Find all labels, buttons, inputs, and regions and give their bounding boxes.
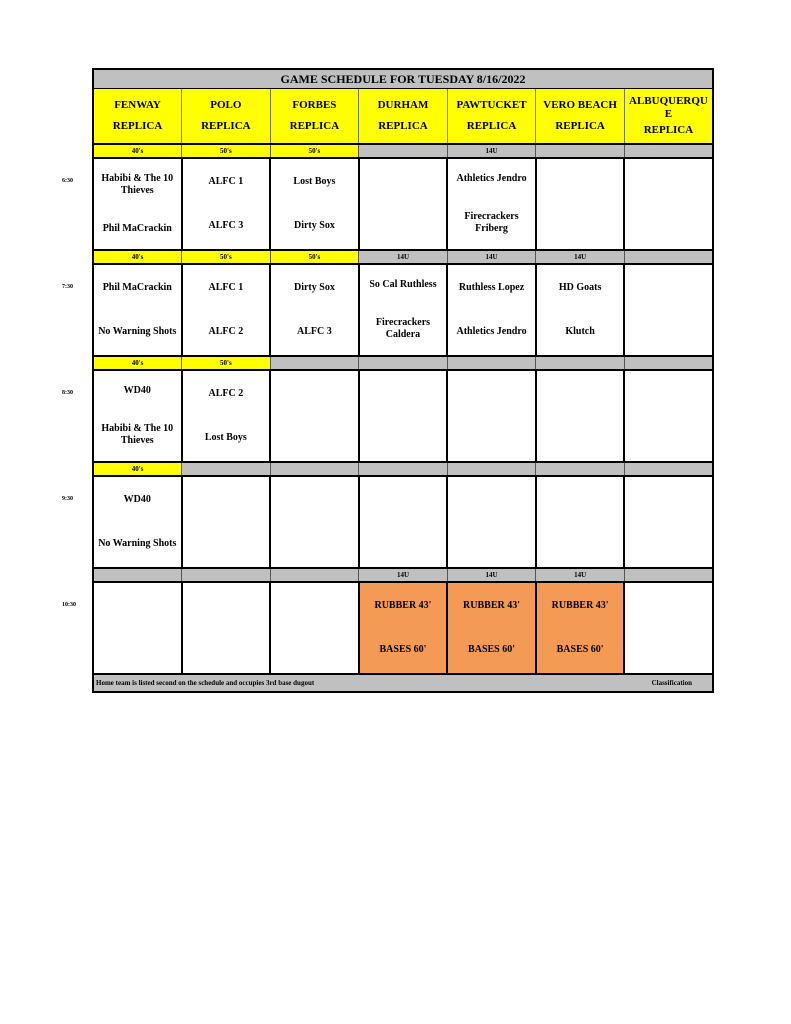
classification-cell bbox=[359, 356, 448, 370]
game-cell bbox=[536, 370, 625, 462]
team-home: ALFC 3 bbox=[208, 220, 244, 231]
team-home: BASES 60' bbox=[556, 644, 604, 655]
team-home: ALFC 2 bbox=[208, 326, 244, 337]
footer-classification-label: Classification bbox=[536, 674, 713, 692]
classification-cell bbox=[270, 356, 359, 370]
classification-row bbox=[93, 356, 713, 370]
field-sub: REPLICA bbox=[378, 120, 428, 132]
schedule-title: GAME SCHEDULE FOR TUESDAY 8/16/2022 bbox=[93, 69, 713, 89]
team-away: RUBBER 43' bbox=[551, 600, 609, 611]
time-label: 7:30 bbox=[62, 284, 73, 290]
field-header-4 bbox=[447, 89, 536, 145]
classification-cell bbox=[624, 462, 713, 476]
game-cell bbox=[359, 476, 448, 568]
game-cell bbox=[93, 582, 182, 674]
game-cell bbox=[182, 264, 271, 356]
classification-cell bbox=[359, 144, 448, 158]
game-cell bbox=[359, 370, 448, 462]
game-cell bbox=[536, 264, 625, 356]
game-cell bbox=[182, 158, 271, 250]
classification-row bbox=[93, 144, 713, 158]
team-home: No Warning Shots bbox=[98, 326, 177, 337]
field-sub: REPLICA bbox=[555, 120, 605, 132]
classification-cell: 50's bbox=[182, 250, 271, 264]
field-name: FORBES bbox=[292, 99, 337, 111]
game-cell bbox=[182, 370, 271, 462]
field-sub: REPLICA bbox=[643, 124, 694, 136]
game-cell bbox=[624, 158, 713, 250]
team-away: ALFC 2 bbox=[208, 388, 244, 399]
field-header-6 bbox=[624, 89, 713, 145]
game-cell bbox=[447, 264, 536, 356]
team-away: Phil MaCrackin bbox=[102, 282, 172, 293]
classification-cell bbox=[536, 462, 625, 476]
classification-cell: 14U bbox=[536, 568, 625, 582]
game-cell bbox=[93, 476, 182, 568]
classification-cell: 40's bbox=[93, 144, 182, 158]
field-name: VERO BEACH bbox=[543, 99, 617, 111]
classification-row bbox=[93, 462, 713, 476]
classification-cell bbox=[624, 568, 713, 582]
team-home: Phil MaCrackin bbox=[102, 223, 172, 234]
team-away: Athletics Jendro bbox=[456, 173, 527, 184]
classification-cell: 50's bbox=[182, 144, 271, 158]
team-away: So Cal Ruthless bbox=[369, 279, 437, 290]
classification-cell: 50's bbox=[270, 144, 359, 158]
classification-cell bbox=[624, 250, 713, 264]
classification-cell bbox=[536, 144, 625, 158]
game-cell bbox=[270, 158, 359, 250]
game-cell bbox=[359, 158, 448, 250]
game-cell bbox=[93, 370, 182, 462]
team-home: BASES 60' bbox=[468, 644, 516, 655]
field-name: DURHAM bbox=[377, 99, 429, 111]
team-away: Habibi & The 10 Thieves bbox=[101, 173, 174, 196]
classification-cell bbox=[182, 568, 271, 582]
field-name: POLO bbox=[210, 99, 242, 111]
game-cell bbox=[447, 476, 536, 568]
time-label: 10:30 bbox=[62, 602, 76, 608]
classification-cell bbox=[182, 462, 271, 476]
game-cell bbox=[270, 476, 359, 568]
team-away: WD40 bbox=[123, 494, 151, 505]
classification-cell bbox=[447, 462, 536, 476]
classification-cell bbox=[359, 462, 448, 476]
classification-cell bbox=[270, 462, 359, 476]
classification-cell bbox=[447, 356, 536, 370]
schedule-table bbox=[92, 68, 714, 693]
field-header-0 bbox=[93, 89, 182, 145]
game-cell bbox=[536, 158, 625, 250]
classification-cell: 14U bbox=[447, 144, 536, 158]
footer-note: Home team is listed second on the schedule and occupies 3rd base dugout bbox=[93, 674, 536, 692]
game-cell bbox=[359, 264, 448, 356]
classification-row bbox=[93, 568, 713, 582]
classification-cell bbox=[93, 568, 182, 582]
time-label: 9:30 bbox=[62, 496, 73, 502]
field-name: ALBUQUERQU E bbox=[629, 95, 708, 120]
game-cell bbox=[93, 158, 182, 250]
team-away: ALFC 1 bbox=[208, 282, 244, 293]
classification-cell: 40's bbox=[93, 356, 182, 370]
team-home: Klutch bbox=[565, 326, 595, 337]
classification-cell bbox=[624, 144, 713, 158]
classification-cell bbox=[270, 568, 359, 582]
game-row bbox=[93, 582, 713, 674]
field-sub: REPLICA bbox=[289, 120, 340, 132]
game-cell bbox=[536, 582, 625, 674]
field-sub: REPLICA bbox=[201, 120, 251, 132]
schedule-sheet bbox=[92, 68, 712, 693]
footer-row bbox=[93, 674, 713, 692]
title-row bbox=[93, 69, 713, 89]
team-home: Lost Boys bbox=[204, 432, 247, 443]
team-away: Dirty Sox bbox=[293, 282, 335, 293]
field-sub: REPLICA bbox=[466, 120, 517, 132]
team-home: No Warning Shots bbox=[98, 538, 177, 549]
team-away: RUBBER 43' bbox=[374, 600, 432, 611]
game-row bbox=[93, 476, 713, 568]
field-sub: REPLICA bbox=[112, 120, 163, 132]
classification-cell: 40's bbox=[93, 462, 182, 476]
classification-cell: 14U bbox=[359, 250, 448, 264]
team-home: ALFC 3 bbox=[297, 326, 332, 337]
classification-cell bbox=[536, 356, 625, 370]
game-cell bbox=[624, 582, 713, 674]
game-cell bbox=[624, 476, 713, 568]
team-away: RUBBER 43' bbox=[463, 600, 520, 611]
classification-cell: 14U bbox=[447, 568, 536, 582]
classification-cell: 40's bbox=[93, 250, 182, 264]
game-cell bbox=[447, 158, 536, 250]
field-name: FENWAY bbox=[114, 99, 161, 111]
game-row bbox=[93, 158, 713, 250]
game-cell bbox=[536, 476, 625, 568]
team-home: Dirty Sox bbox=[293, 220, 335, 231]
field-name: PAWTUCKET bbox=[456, 99, 527, 111]
team-home: Habibi & The 10 Thieves bbox=[101, 423, 174, 446]
field-header-2 bbox=[270, 89, 359, 145]
classification-cell: 50's bbox=[182, 356, 271, 370]
game-cell bbox=[624, 264, 713, 356]
game-cell bbox=[447, 370, 536, 462]
classification-cell: 50's bbox=[270, 250, 359, 264]
time-label: 6:30 bbox=[62, 178, 73, 184]
team-home: Firecrackers Friberg bbox=[464, 211, 519, 234]
game-cell bbox=[270, 582, 359, 674]
classification-row bbox=[93, 250, 713, 264]
classification-cell: 14U bbox=[359, 568, 448, 582]
game-cell bbox=[359, 582, 448, 674]
game-cell bbox=[624, 370, 713, 462]
game-cell bbox=[270, 264, 359, 356]
game-cell bbox=[182, 582, 271, 674]
field-header-3 bbox=[359, 89, 448, 145]
team-away: WD40 bbox=[123, 385, 151, 396]
team-away: HD Goats bbox=[558, 282, 602, 293]
team-home: BASES 60' bbox=[379, 644, 427, 655]
classification-cell: 14U bbox=[536, 250, 625, 264]
classification-cell: 14U bbox=[447, 250, 536, 264]
game-cell bbox=[182, 476, 271, 568]
team-away: Ruthless Lopez bbox=[458, 282, 525, 293]
team-home: Athletics Jendro bbox=[456, 326, 527, 337]
game-cell bbox=[93, 264, 182, 356]
game-cell bbox=[270, 370, 359, 462]
field-header-1 bbox=[182, 89, 271, 145]
team-home: Firecrackers Caldera bbox=[375, 317, 431, 340]
team-away: ALFC 1 bbox=[208, 176, 244, 187]
game-row bbox=[93, 264, 713, 356]
time-label: 8:30 bbox=[62, 390, 73, 396]
classification-cell bbox=[624, 356, 713, 370]
field-header-row bbox=[93, 89, 713, 145]
game-row bbox=[93, 370, 713, 462]
team-away: Lost Boys bbox=[293, 176, 336, 187]
field-header-5 bbox=[536, 89, 625, 145]
game-cell bbox=[447, 582, 536, 674]
